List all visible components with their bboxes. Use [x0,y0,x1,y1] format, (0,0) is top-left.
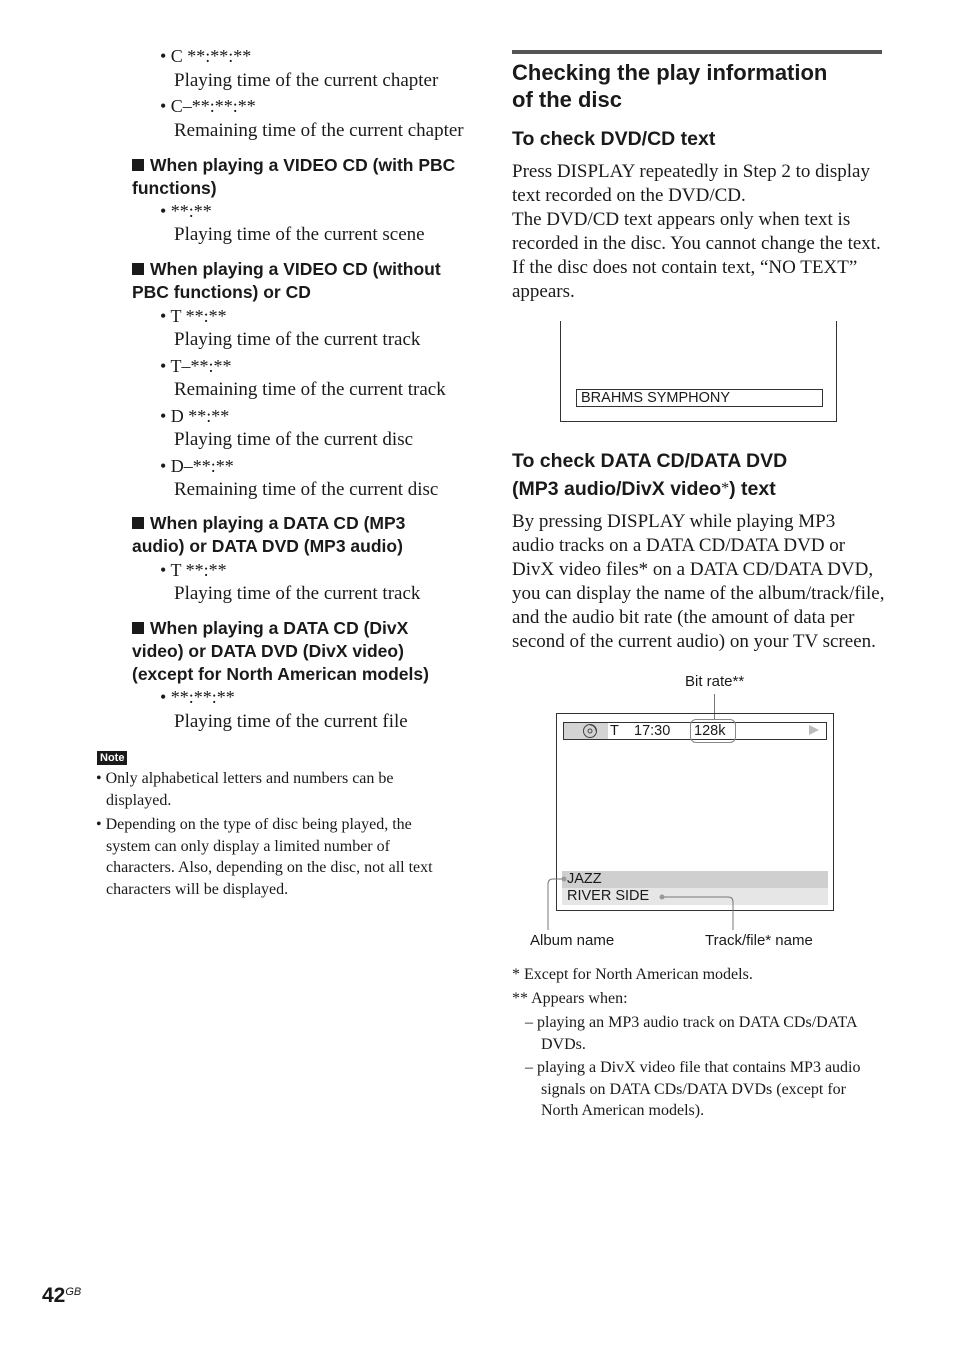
bullet-desc: Remaining time of the current disc [174,479,439,500]
bullet-code: • T **:** [160,306,227,326]
paragraph-dvd-cd-text: Press DISPLAY repeatedly in Step 2 to display text recorded on the DVD/CD. The DVD/CD text appears only when text is recorded in the disc. You cannot change the text. If the disc does not contain text, “NO TEXT” appears. [512,161,881,302]
text-display-box: BRAHMS SYMPHONY [576,389,823,407]
track-callout-label: Track/file* name [705,932,813,949]
footnote: * Except for North American models. [512,966,753,983]
album-name-bar: JAZZ [562,871,828,888]
footnote-item: – playing an MP3 audio track on DATA CDs/DATA DVDs. [525,1014,858,1053]
note-item: • Depending on the type of disc being played, the system can only display a limited number of characters. Also, depending on the disc, not all text characters will be displayed. [96,816,433,898]
subhead-divx: When playing a DATA CD (DivX video) or DATA DVD (DivX video) (except for North American models) [132,618,429,684]
subheading-dvd-cd-text: To check DVD/CD text [512,128,716,150]
osd-bitrate: 128k [694,723,726,739]
footnote: ** Appears when: [512,990,628,1007]
bullet-desc: Playing time of the current chapter [174,70,439,91]
osd-track-indicator: T [610,723,619,739]
bullet-desc: Playing time of the current track [174,583,421,604]
bullet-desc: Playing time of the current track [174,329,421,350]
note-item: • Only alphabetical letters and numbers can be displayed. [96,770,394,809]
square-bullet-icon [132,517,144,529]
bullet-desc: Remaining time of the current chapter [174,120,464,141]
heading-rule [512,50,882,54]
bullet-desc: Playing time of the current scene [174,224,425,245]
square-bullet-icon [132,263,144,275]
bitrate-callout-label: Bit rate** [685,673,745,690]
subhead-vcd-pbc: When playing a VIDEO CD (with PBC functions) [132,155,456,198]
bullet-code: • C–**:**:** [160,96,256,116]
bullet-code: • C **:**:** [160,46,252,66]
bullet-code: • T **:** [160,560,227,580]
bullet-desc: Playing time of the current file [174,711,408,732]
square-bullet-icon [132,159,144,171]
subheading-data-text: To check DATA CD/DATA DVD (MP3 audio/DivX video*) text [512,450,788,500]
page-number: $42^{GB}$ [42,1284,82,1307]
section-heading: Checking the play information of the disc [512,60,828,112]
track-name-bar: RIVER SIDE [562,888,828,905]
bullet-code: • D–**:** [160,456,234,476]
callout-leaders [540,870,740,932]
play-icon [809,725,819,735]
osd-time: 17:30 [634,723,671,739]
note-badge: Note [97,751,127,765]
tv-screen [560,321,837,422]
bullet-code: • **:**:** [160,687,235,707]
bullet-desc: Playing time of the current disc [174,429,414,450]
disc-icon [582,723,598,739]
bullet-code: • D **:** [160,406,230,426]
bullet-desc: Remaining time of the current track [174,379,446,400]
bullet-code: • T–**:** [160,356,232,376]
paragraph-data-text: By pressing DISPLAY while playing MP3 audio tracks on a DATA CD/DATA DVD or DivX video files* on a DATA CD/DATA DVD, you can display the name of the album/track/file, and the audio bit rate (the amount of data per second of the current audio) on your TV screen. [512,511,885,652]
footnote-item: – playing a DivX video file that contains MP3 audio signals on DATA CDs/DATA DVDs (except for North American models). [525,1059,861,1119]
album-callout-label: Album name [530,932,615,949]
subhead-vcd-nopbc: When playing a VIDEO CD (without PBC functions) or CD [132,259,441,302]
subhead-mp3: When playing a DATA CD (MP3 audio) or DATA DVD (MP3 audio) [132,513,406,556]
bullet-code: • **:** [160,201,212,221]
square-bullet-icon [132,622,144,634]
